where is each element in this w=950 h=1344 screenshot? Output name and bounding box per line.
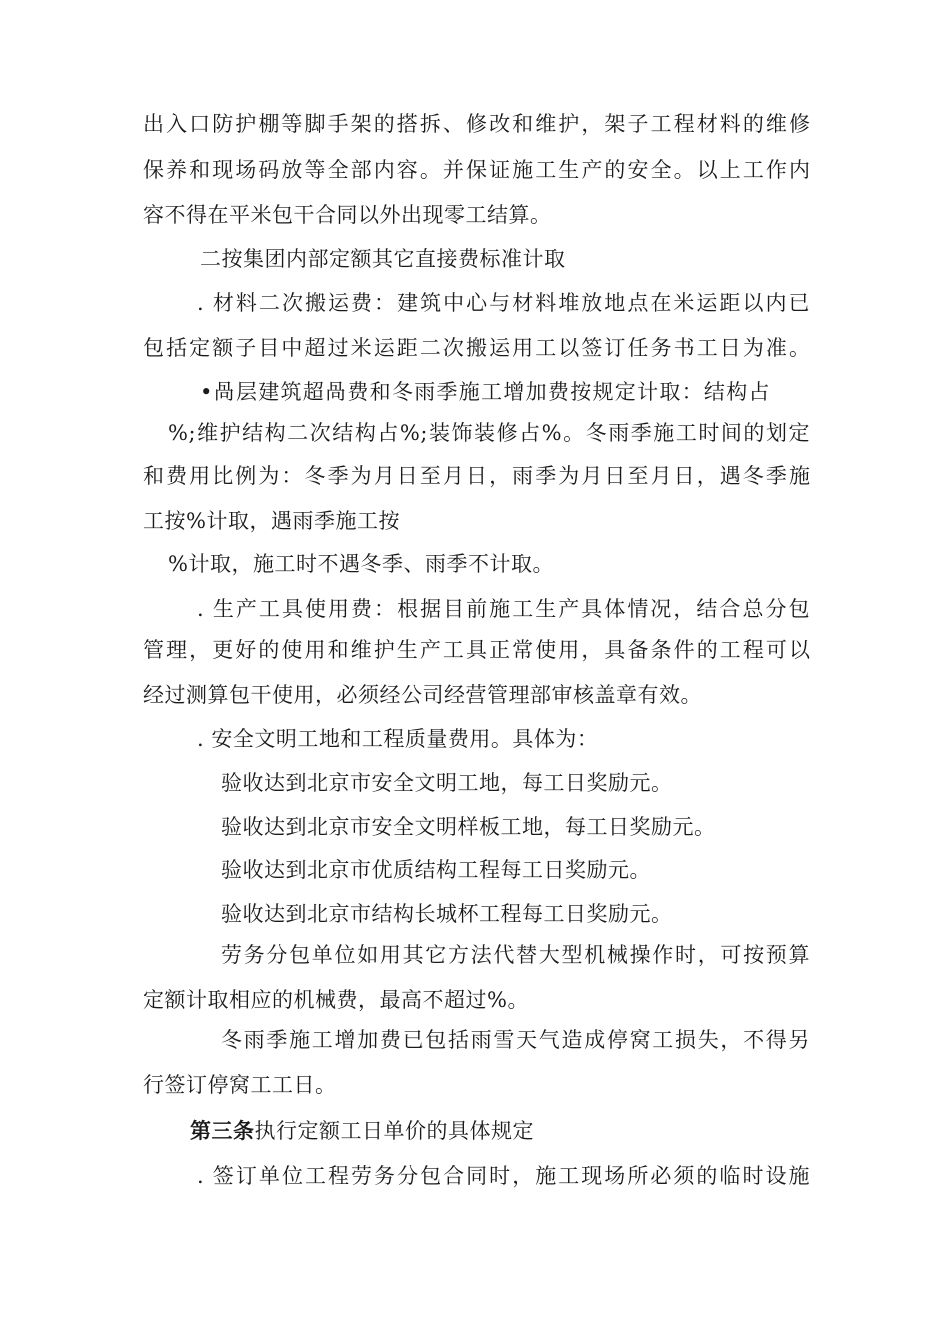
article-title: 执行定额工日单价的具体规定 [254,1119,534,1143]
list-item: 验收达到北京市优质结构工程每工日奖励元。 [221,858,651,882]
paragraph-line: 保养和现场码放等全部内容。并保证施工生产的安全。以上工作内 [143,158,810,182]
list-item: 验收达到北京市结构长城杯工程每工日奖励元。 [221,902,673,926]
paragraph-line: . 签订单位工程劳务分包合同时，施工现场所必须的临时设施 [197,1164,810,1188]
paragraph-line: 经过测算包干使用，必须经公司经营管理部审核盖章有效。 [143,683,702,707]
paragraph-line: . 材料二次搬运费：建筑中心与材料堆放地点在米运距以内已 [197,291,810,315]
paragraph-line: %计取，施工时不遇冬季、雨季不计取。 [168,552,554,576]
paragraph-line: 容不得在平米包干合同以外出现零工结算。 [143,203,552,227]
paragraph-line: 冬雨季施工增加费已包括雨雪天气造成停窝工损失，不得另 [221,1028,810,1052]
article-heading [190,1116,534,1146]
article-label: 第三条 [190,1118,255,1143]
paragraph-line: •咼层建筑超咼费和冬雨季施工增加费按规定计取：结构占 [200,380,770,404]
paragraph-line: 行签订停窝工工日。 [143,1073,337,1097]
paragraph-line: %;维护结构二次结构占%;装饰装修占%。冬雨季施工时间的划定 [168,421,810,445]
paragraph-line: 管理，更好的使用和维护生产工具正常使用，具备条件的工程可以 [143,638,810,662]
section-heading: 二按集团内部定额其它直接费标准计取 [200,247,566,271]
paragraph-line: 和费用比例为：冬季为月日至月日，雨季为月日至月日，遇冬季施 [143,464,810,488]
paragraph-line: 出入口防护棚等脚手架的搭拆、修改和维护，架子工程材料的维修 [143,112,810,136]
list-item: 验收达到北京市安全文明工地，每工日奖励元。 [221,771,673,795]
paragraph-line: 劳务分包单位如用其它方法代替大型机械操作时，可按预算 [221,943,810,967]
paragraph-line: . 安全文明工地和工程质量费用。具体为： [197,727,599,751]
paragraph-line: . 生产工具使用费：根据目前施工生产具体情况，结合总分包 [197,597,810,621]
list-item: 验收达到北京市安全文明样板工地，每工日奖励元。 [221,815,716,839]
paragraph-line: 包括定额子目中超过米运距二次搬运用工以签订任务书工日为准。 [143,336,810,360]
paragraph-line: 工按%计取，遇雨季施工按 [143,509,400,533]
paragraph-line: 定额计取相应的机械费，最高不超过%。 [143,988,529,1012]
